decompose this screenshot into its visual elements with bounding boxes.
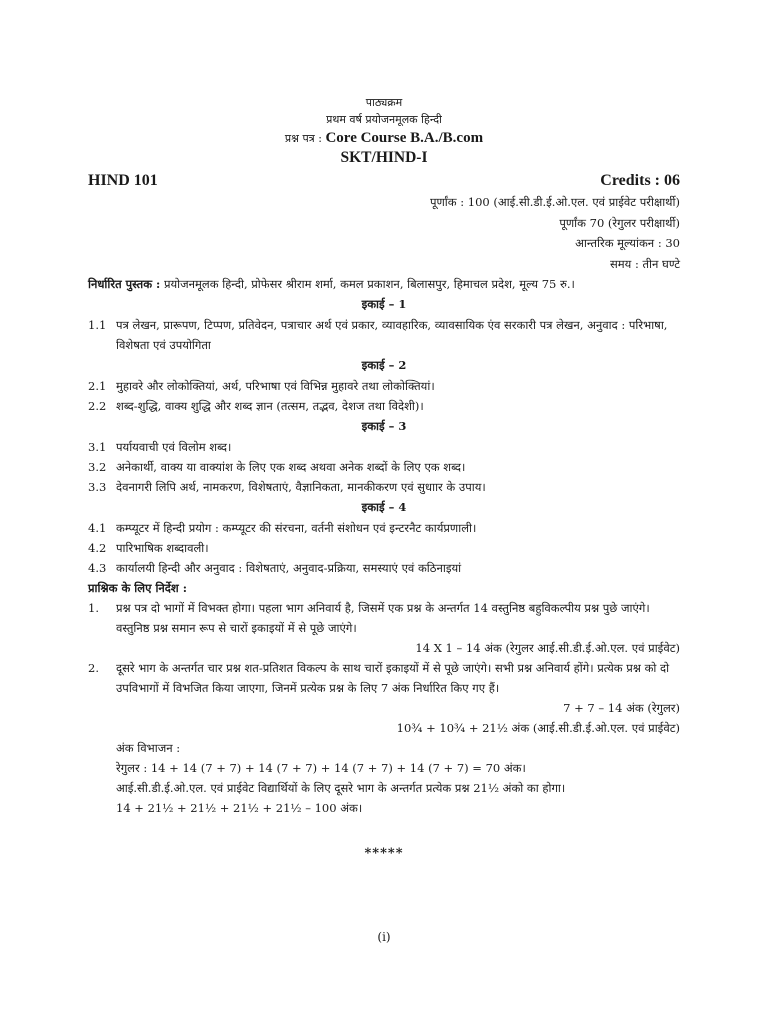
instruction-item: [88, 598, 680, 638]
marks-total: पूर्णांक : 100 (आई.सी.डी.ई.ओ.एल. एवं प्राईवेट परीक्षार्थी): [429, 195, 680, 209]
list-item: [88, 376, 680, 396]
item-text: दूसरे भाग के अन्तर्गत चार प्रश्न शत-प्रतिशत विकल्प के साथ चारों इकाइयों में से पूछे जाएंगे। सभी प्रश्न अनिवार्य होंगे। प्रत्येक प्रश्न को दो उपविभागों में विभजित किया जाएगा, जिनमें प्रत्येक प्रश्न के लिए 7 अंक निर्धारित किए गए हैं।: [116, 661, 670, 695]
paper-prefix: प्रश्न पत्र :: [284, 132, 326, 145]
item-text: कम्प्यूटर में हिन्दी प्रयोग : कम्प्यूटर की संरचना, वर्तनी संशोधन एवं इन्टरनैट कार्यप्रणाली।: [116, 521, 477, 535]
course-subtitle: प्रथम वर्ष प्रयोजनमूलक हिन्दी: [326, 113, 442, 126]
list-item: [88, 457, 680, 477]
code-credits-row: [88, 170, 680, 192]
item-number: 1.1: [88, 318, 107, 332]
item-number: 3.3: [88, 480, 107, 494]
list-item: [88, 558, 680, 578]
marks-formula: 7 + 7 – 14 अंक (रेगुलर): [563, 701, 680, 715]
distribution-title: अंक विभाजन :: [116, 741, 181, 755]
list-item: [88, 518, 680, 538]
list-item: [88, 437, 680, 457]
end-separator: *****: [364, 846, 404, 861]
marks-regular: पूर्णांक 70 (रेगुलर परीक्षार्थी): [559, 215, 680, 230]
unit-title: इकाई – 3: [361, 419, 407, 433]
course-code: HIND 101: [88, 172, 158, 189]
list-item: [88, 315, 680, 355]
paper-title: [88, 128, 680, 148]
page-number: (i): [377, 930, 391, 944]
marks-internal: आन्तरिक मूल्यांकन : 30: [575, 236, 680, 250]
prescribed-book: [88, 274, 680, 294]
book-text: प्रयोजनमूलक हिन्दी, प्रोफेसर श्रीराम शर्मा, कमल प्रकाशन, बिलासपुर, हिमाचल प्रदेश, मूल्य 75 रु.।: [160, 277, 575, 291]
unit-title: इकाई – 1: [361, 297, 407, 311]
item-number: 2.: [88, 661, 99, 675]
syllabus-heading: पाठ्यक्रम: [365, 96, 403, 109]
marks-block: [88, 192, 680, 274]
marks-formula: 14 X 1 – 14 अंक (रेगुलर आई.सी.डी.ई.ओ.एल. एवं प्राईवेट): [415, 641, 680, 655]
item-text: मुहावरे और लोकोक्तियां, अर्थ, परिभाषा एवं विभिन्न मुहावरे तथा लोकोक्तियां।: [116, 379, 435, 393]
item-number: 4.1: [88, 521, 107, 535]
item-number: 1.: [88, 601, 99, 615]
item-text: प्रश्न पत्र दो भागों में विभक्त होगा। पहला भाग अनिवार्य है, जिसमें एक प्रश्न के अन्तर्गत 14 वस्तुनिष्ठ बहुविकल्पीय प्रश्न पुछे जाएंगे। वस्तुनिष्ठ प्रश्न समान रूप से चारों इकाइयों में से पूछे जाएंगे।: [116, 601, 650, 635]
list-item: [88, 538, 680, 558]
book-label: निर्धारित पुस्तक :: [88, 277, 161, 291]
unit-title: इकाई – 2: [361, 358, 407, 372]
item-text: कार्यालयी हिन्दी और अनुवाद : विशेषताएं, अनुवाद-प्रक्रिया, समस्याएं एवं कठिनाइयां: [116, 561, 462, 575]
item-number: 3.2: [88, 460, 107, 474]
list-item: [88, 477, 680, 497]
item-text: पारिभाषिक शब्दावली।: [116, 541, 209, 555]
unit-title: इकाई – 4: [361, 500, 407, 514]
item-text: देवनागरी लिपि अर्थ, नामकरण, विशेषताएं, वैज्ञानिकता, मानकीकरण एवं सुधाार के उपाय।: [116, 480, 486, 494]
distribution-sum: 14 + 21½ + 21½ + 21½ + 21½ – 100 अंक।: [116, 801, 363, 815]
item-number: 2.1: [88, 379, 107, 393]
item-text: अनेकार्थी, वाक्य या वाक्यांश के लिए एक शब्द अथवा अनेक शब्दों के लिए एक शब्द।: [116, 460, 466, 474]
item-text: शब्द-शुद्धि, वाक्य शुद्धि और शब्द ज्ञान (तत्सम, तद्भव, देशज तथा विदेशी)।: [116, 399, 424, 413]
item-number: 4.2: [88, 541, 107, 555]
marks-formula: 10¾ + 10¾ + 21½ अंक (आई.सी.डी.ई.ओ.एल. एवं प्राईवेट): [396, 721, 680, 735]
paper-code: SKT/HIND-I: [340, 149, 428, 166]
item-number: 3.1: [88, 440, 107, 454]
instruction-item: [88, 658, 680, 698]
paper-course: Core Course B.A./B.com: [325, 130, 484, 146]
item-number: 4.3: [88, 561, 107, 575]
item-text: पत्र लेखन, प्रारूपण, टिप्पण, प्रतिवेदन, पत्राचार अर्थ एवं प्रकार, व्यावहारिक, व्यावसायिक एंव सरकारी पत्र लेखन, अनुवाद : परिभाषा, विशेषता एवं उपयोगिता: [116, 318, 668, 352]
distribution-regular: रेगुलर : 14 + 14 (7 + 7) + 14 (7 + 7) + 14 (7 + 7) + 14 (7 + 7) = 70 अंक।: [116, 761, 526, 775]
marks-distribution: [88, 738, 680, 818]
list-item: [88, 396, 680, 416]
syllabus-page: [88, 94, 680, 864]
item-number: 2.2: [88, 399, 107, 413]
distribution-private: आई.सी.डी.ई.ओ.एल. एवं प्राईवेट विद्यार्थियों के लिए दूसरे भाग के अन्तर्गत प्रत्येक प्रश्न 21½ अंको का होगा।: [116, 781, 566, 795]
instructions-title: प्राश्निक के लिए निर्देश :: [88, 581, 187, 595]
credits: Credits : 06: [600, 172, 680, 189]
item-text: पर्यायवाची एवं विलोम शब्द।: [116, 440, 232, 454]
exam-time: समय : तीन घण्टे: [609, 256, 680, 271]
